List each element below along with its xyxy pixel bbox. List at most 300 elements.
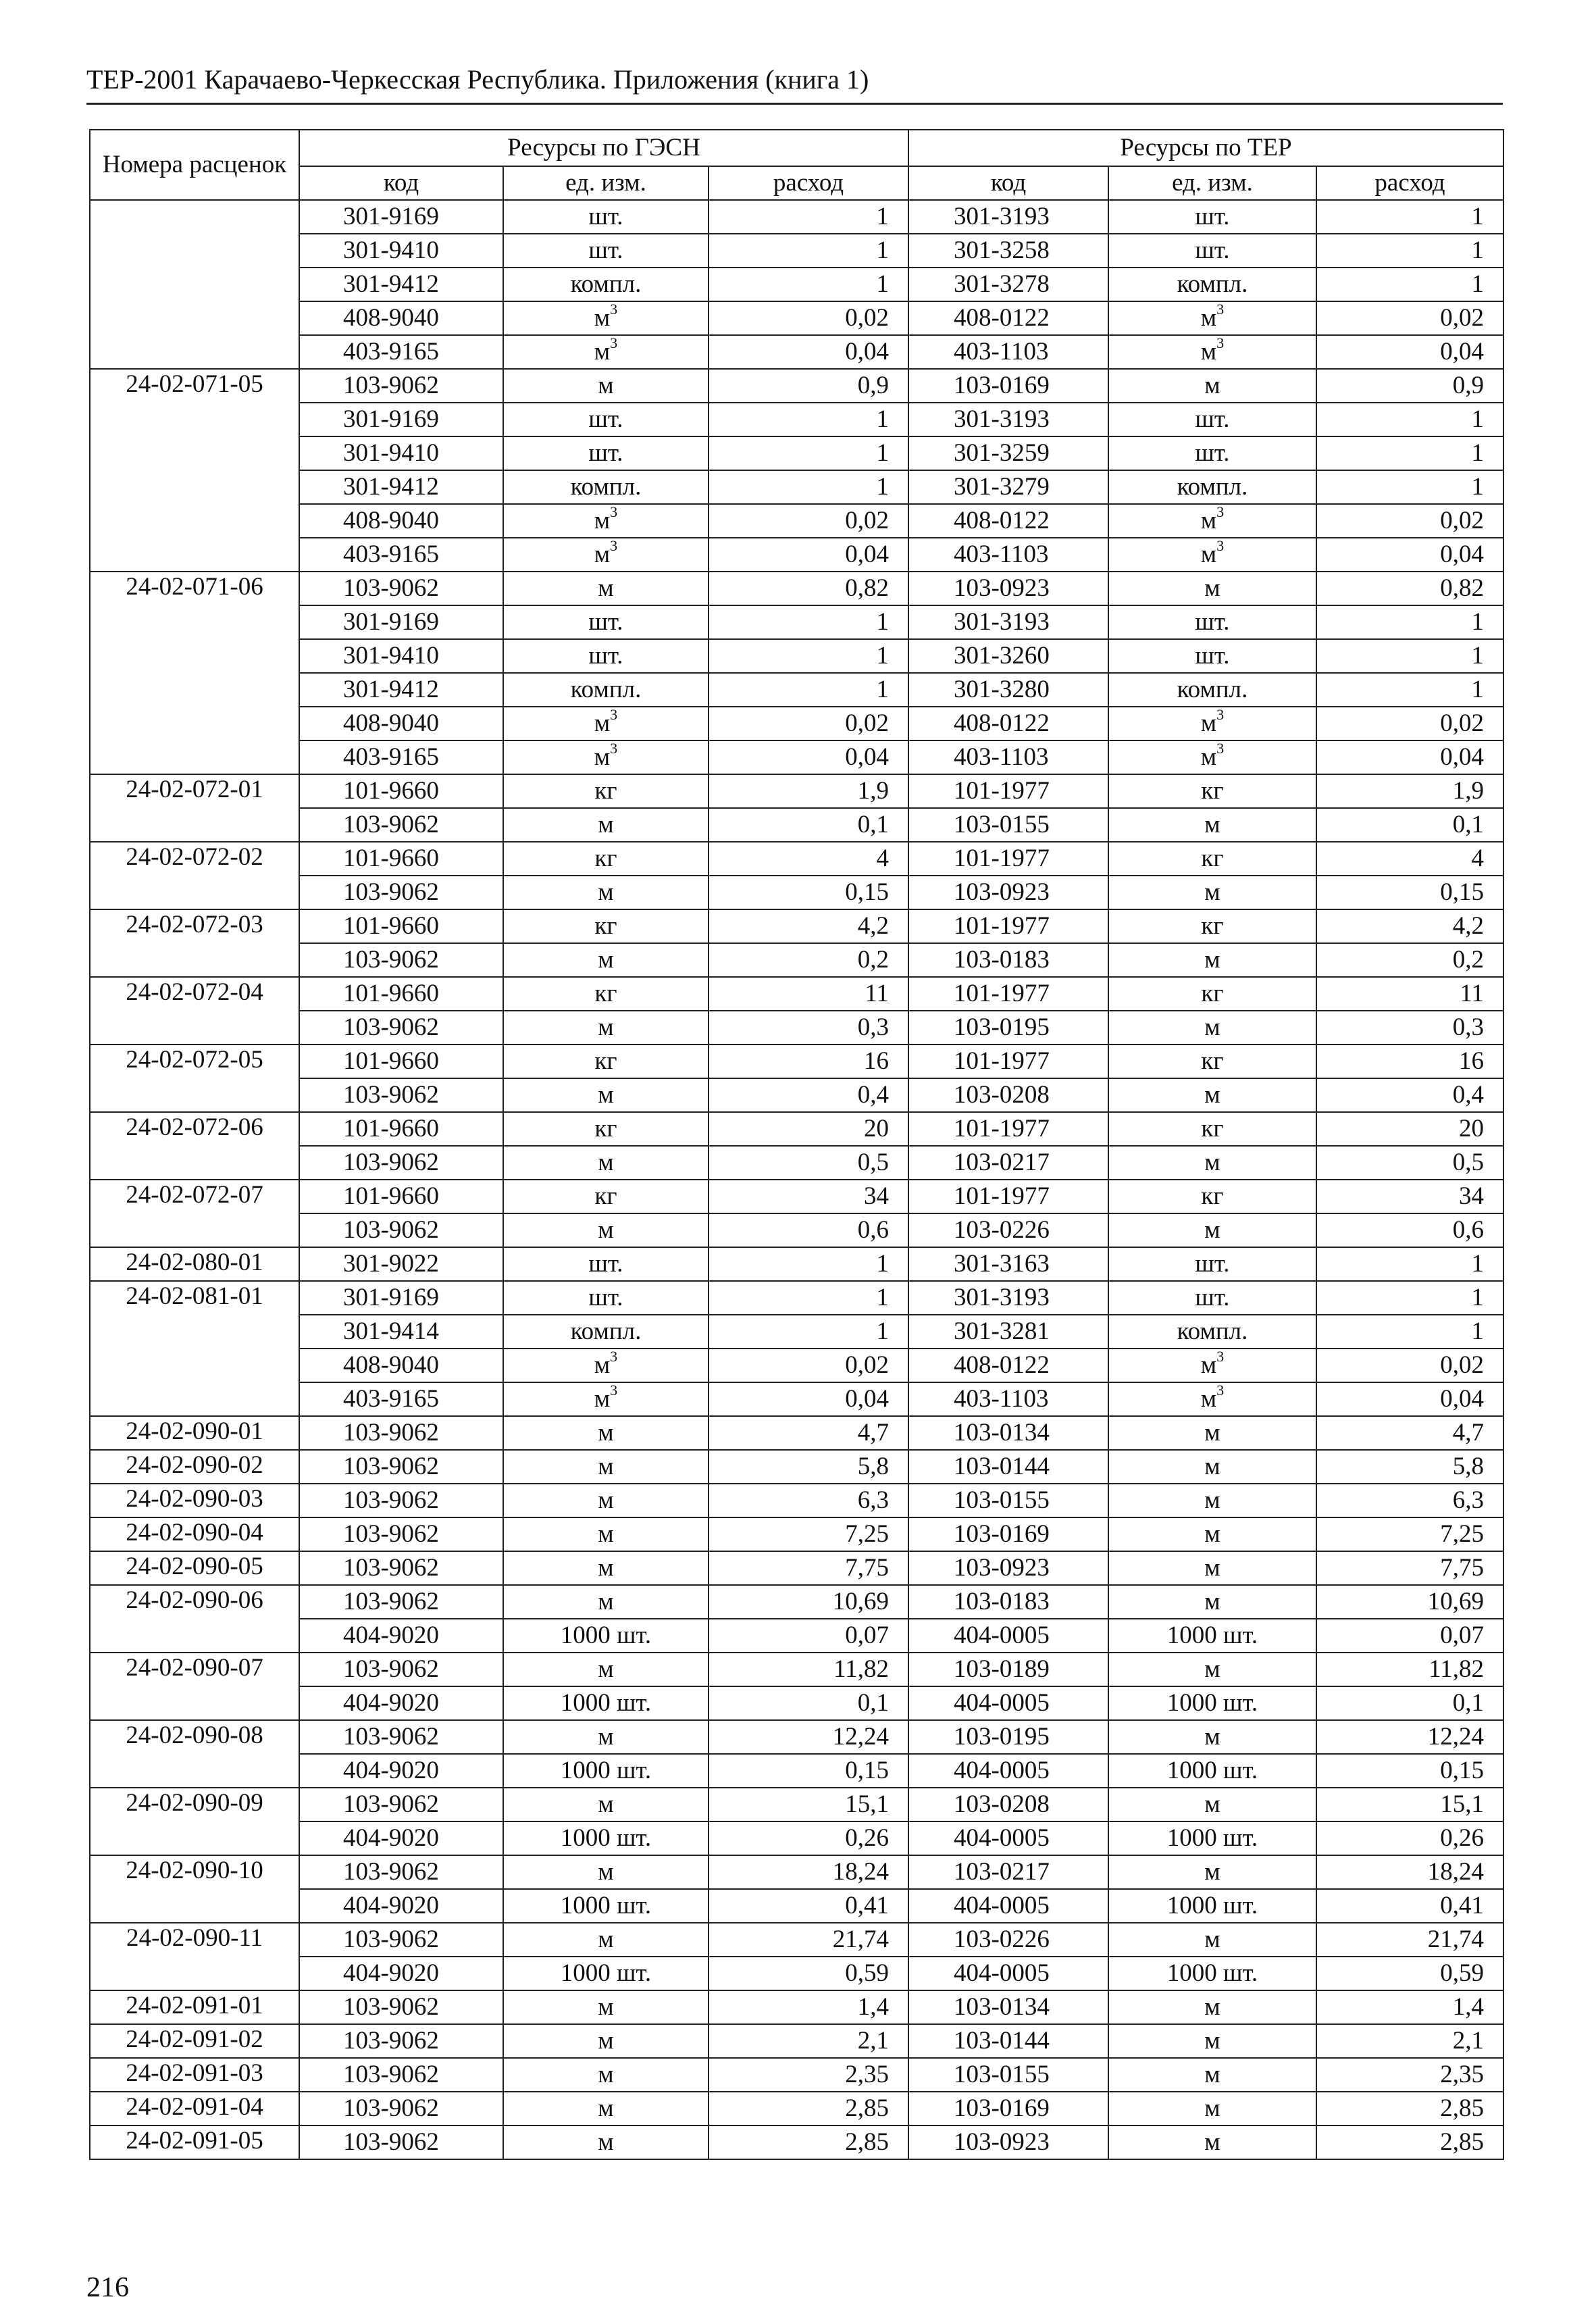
table-cell: 1 (709, 234, 908, 268)
rate-numbers-header-text: Номера расценок (102, 151, 287, 178)
table-cell: 403-9165 (299, 1382, 503, 1416)
table-cell: 103-0183 (908, 943, 1108, 977)
table-cell: 101-9660 (299, 977, 503, 1011)
table-cell: м (503, 369, 709, 403)
table-cell: 103-0195 (908, 1011, 1108, 1045)
table-cell: 301-9412 (299, 470, 503, 504)
table-cell: м (1108, 2024, 1316, 2058)
table-row (90, 1517, 1503, 1551)
table-cell: $м^3$ (1108, 740, 1316, 774)
table-cell: м (503, 2126, 709, 2159)
table-row (90, 1990, 1503, 2024)
table-cell: 301-3279 (908, 470, 1108, 504)
table-cell: 404-9020 (299, 1957, 503, 1990)
table-cell: шт. (503, 605, 709, 639)
table-cell: 1 (709, 268, 908, 301)
table-cell: 0,04 (1316, 1382, 1503, 1416)
table-cell: 0,07 (709, 1619, 908, 1653)
table-cell: 301-9410 (299, 639, 503, 673)
table-cell: 103-0155 (908, 2058, 1108, 2092)
rate-number-cell: 24-02-091-01 (90, 1990, 299, 2024)
table-cell: шт. (1108, 200, 1316, 234)
table-cell: шт. (1108, 436, 1316, 470)
table-cell: м (1108, 1855, 1316, 1889)
table-cell: 0,02 (1316, 301, 1503, 335)
table-cell: 0,1 (709, 1686, 908, 1720)
table-cell: м (1108, 1653, 1316, 1686)
table-cell: 1 (709, 673, 908, 707)
table-cell: 1 (1316, 403, 1503, 436)
table-cell: м (503, 1585, 709, 1619)
table-cell: 103-0155 (908, 1484, 1108, 1517)
table-cell: компл. (503, 673, 709, 707)
table-cell: 103-0189 (908, 1653, 1108, 1686)
table-row (90, 1011, 1503, 1045)
table-cell: м (503, 2024, 709, 2058)
table-cell: шт. (503, 200, 709, 234)
table-row (90, 301, 1503, 335)
table-cell: м (1108, 1484, 1316, 1517)
table-cell: 11 (709, 977, 908, 1011)
table-cell: 404-0005 (908, 1686, 1108, 1720)
gesn-group-header: Ресурсы по ГЭСН (299, 130, 908, 166)
table-cell: м (1108, 572, 1316, 605)
table-cell: 404-9020 (299, 1686, 503, 1720)
table-cell: 4,2 (1316, 909, 1503, 943)
table-cell: шт. (1108, 403, 1316, 436)
table-row (90, 2058, 1503, 2092)
table-cell: 103-0923 (908, 572, 1108, 605)
table-cell: 7,25 (1316, 1517, 1503, 1551)
table-cell: м (1108, 1551, 1316, 1585)
table-cell: 2,85 (709, 2126, 908, 2159)
table-cell: 0,9 (1316, 369, 1503, 403)
table-cell: 103-9062 (299, 2058, 503, 2092)
table-cell: кг (1108, 977, 1316, 1011)
table-cell: 408-0122 (908, 301, 1108, 335)
rate-number-cell: 24-02-071-06 (90, 572, 299, 774)
table-cell: 12,24 (709, 1720, 908, 1754)
rate-number-cell: 24-02-090-02 (90, 1450, 299, 1484)
rate-number-cell: 24-02-091-05 (90, 2126, 299, 2159)
rate-number-cell: 24-02-090-09 (90, 1788, 299, 1855)
table-cell: 2,35 (709, 2058, 908, 2092)
rate-number-cell: 24-02-072-04 (90, 977, 299, 1045)
table-cell: 103-9062 (299, 1517, 503, 1551)
table-cell: м (1108, 2092, 1316, 2126)
table-row (90, 436, 1503, 470)
table-cell: 301-9410 (299, 234, 503, 268)
table-cell: кг (503, 909, 709, 943)
table-cell: 403-1103 (908, 740, 1108, 774)
table-row (90, 470, 1503, 504)
table-cell: 103-0217 (908, 1146, 1108, 1180)
table-cell: 103-0226 (908, 1213, 1108, 1247)
table-cell: 1,4 (1316, 1990, 1503, 2024)
table-row (90, 808, 1503, 842)
table-cell: 101-9660 (299, 1045, 503, 1078)
table-cell: м (1108, 943, 1316, 977)
table-cell: 20 (709, 1112, 908, 1146)
table-row (90, 1754, 1503, 1788)
table-cell: 301-3193 (908, 605, 1108, 639)
table-cell: 404-9020 (299, 1821, 503, 1855)
table-row (90, 1619, 1503, 1653)
table-cell: 103-9062 (299, 1551, 503, 1585)
table-cell: 0,5 (709, 1146, 908, 1180)
rate-number-cell: 24-02-090-11 (90, 1923, 299, 1990)
table-cell: 103-9062 (299, 1788, 503, 1821)
table-cell: компл. (1108, 268, 1316, 301)
table-cell: 15,1 (1316, 1788, 1503, 1821)
table-cell: 2,85 (709, 2092, 908, 2126)
table-cell: 103-0208 (908, 1078, 1108, 1112)
table-row (90, 1045, 1503, 1078)
table-cell: 1000 шт. (1108, 1619, 1316, 1653)
table-cell: 103-9062 (299, 1653, 503, 1686)
table-cell: $м^3$ (1108, 707, 1316, 740)
table-cell: 103-0169 (908, 1517, 1108, 1551)
table-cell: м (1108, 1720, 1316, 1754)
table-cell: 101-9660 (299, 1112, 503, 1146)
table-cell: шт. (503, 234, 709, 268)
table-cell: м (503, 1146, 709, 1180)
table-cell: кг (1108, 909, 1316, 943)
table-row (90, 842, 1503, 876)
table-cell: 4,7 (1316, 1416, 1503, 1450)
table-row (90, 1551, 1503, 1585)
table-cell: 103-9062 (299, 572, 503, 605)
table-cell: 1 (1316, 234, 1503, 268)
table-cell: 0,26 (709, 1821, 908, 1855)
table-cell: 408-9040 (299, 1349, 503, 1382)
table-cell: 1000 шт. (1108, 1821, 1316, 1855)
table-cell: 404-9020 (299, 1619, 503, 1653)
table-cell: 0,6 (1316, 1213, 1503, 1247)
table-cell: 18,24 (1316, 1855, 1503, 1889)
table-cell: 20 (1316, 1112, 1503, 1146)
table-cell: м (1108, 1585, 1316, 1619)
table-cell: шт. (1108, 639, 1316, 673)
table-row (90, 943, 1503, 977)
table-cell: 403-1103 (908, 538, 1108, 572)
table-cell: 408-0122 (908, 707, 1108, 740)
table-cell: 1 (1316, 673, 1503, 707)
table-cell: кг (503, 977, 709, 1011)
table-cell: 101-9660 (299, 842, 503, 876)
rate-number-cell: 24-02-072-01 (90, 774, 299, 842)
rate-number-cell: 24-02-072-03 (90, 909, 299, 977)
table-cell: кг (503, 1112, 709, 1146)
table-body (90, 200, 1503, 2159)
table-cell: м (1108, 876, 1316, 909)
rate-number-cell: 24-02-091-03 (90, 2058, 299, 2092)
table-cell: 103-9062 (299, 369, 503, 403)
table-cell: 1 (709, 1281, 908, 1315)
table-row (90, 268, 1503, 301)
table-cell: 301-9414 (299, 1315, 503, 1349)
table-cell: м (1108, 1078, 1316, 1112)
table-cell: 0,02 (709, 301, 908, 335)
table-row (90, 707, 1503, 740)
table-cell: 1000 шт. (503, 1619, 709, 1653)
table-cell: шт. (503, 639, 709, 673)
table-row (90, 740, 1503, 774)
column-header: расход (709, 166, 908, 200)
table-cell: 103-9062 (299, 1078, 503, 1112)
table-cell: шт. (503, 1247, 709, 1281)
table-cell: компл. (1108, 1315, 1316, 1349)
table-cell: 16 (709, 1045, 908, 1078)
table-cell: 10,69 (709, 1585, 908, 1619)
table-cell: 101-1977 (908, 842, 1108, 876)
table-cell: 103-9062 (299, 1416, 503, 1450)
rate-number-cell: 24-02-081-01 (90, 1281, 299, 1416)
table-row (90, 572, 1503, 605)
table-cell: 0,15 (1316, 1754, 1503, 1788)
table-row (90, 369, 1503, 403)
table-cell: 301-3258 (908, 234, 1108, 268)
table-cell: $м^3$ (1108, 538, 1316, 572)
table-row (90, 605, 1503, 639)
table-cell: 103-0144 (908, 1450, 1108, 1484)
table-row (90, 1484, 1503, 1517)
table-cell: 103-9062 (299, 2024, 503, 2058)
table-row (90, 1585, 1503, 1619)
table-cell: 0,04 (709, 740, 908, 774)
table-cell: м (503, 2092, 709, 2126)
table-cell: м (503, 572, 709, 605)
table-cell: компл. (503, 1315, 709, 1349)
table-cell: шт. (503, 403, 709, 436)
table-row (90, 335, 1503, 369)
column-header: код (908, 166, 1108, 200)
table-row (90, 909, 1503, 943)
table-cell: 301-3278 (908, 268, 1108, 301)
table-cell: 103-9062 (299, 1855, 503, 1889)
table-cell: м (1108, 2058, 1316, 2092)
table-row (90, 1855, 1503, 1889)
table-cell: 0,4 (709, 1078, 908, 1112)
table-cell: 408-9040 (299, 707, 503, 740)
table-cell: 103-0217 (908, 1855, 1108, 1889)
table-cell: 301-3281 (908, 1315, 1108, 1349)
table-cell: 103-9062 (299, 1484, 503, 1517)
table-cell: 1,9 (1316, 774, 1503, 808)
page-header: ТЕР-2001 Карачаево-Черкесская Республика. Приложения (книга 1) (86, 64, 869, 95)
table-cell: 10,69 (1316, 1585, 1503, 1619)
table-cell: 1 (1316, 470, 1503, 504)
table-row (90, 504, 1503, 538)
rate-numbers-header (90, 130, 299, 200)
table-row (90, 1213, 1503, 1247)
table-cell: м (1108, 1146, 1316, 1180)
table-cell: 1000 шт. (503, 1957, 709, 1990)
table-cell: 103-9062 (299, 1923, 503, 1957)
table-cell: 101-9660 (299, 774, 503, 808)
table-row (90, 1686, 1503, 1720)
rate-number-cell: 24-02-090-06 (90, 1585, 299, 1653)
table-row (90, 1112, 1503, 1146)
table-cell: 0,2 (709, 943, 908, 977)
table-cell: м (503, 1011, 709, 1045)
table-cell: 301-9410 (299, 436, 503, 470)
table-cell: 1 (1316, 1281, 1503, 1315)
table-cell: 408-9040 (299, 504, 503, 538)
table-row (90, 538, 1503, 572)
table-cell: м (503, 1416, 709, 1450)
table-cell: $м^3$ (503, 1349, 709, 1382)
table-cell: 103-0169 (908, 2092, 1108, 2126)
table-cell: 404-9020 (299, 1754, 503, 1788)
table-cell: 301-9412 (299, 268, 503, 301)
table-cell: 0,15 (709, 876, 908, 909)
table-cell: м (503, 808, 709, 842)
table-cell: 1000 шт. (1108, 1957, 1316, 1990)
table-cell: м (1108, 1416, 1316, 1450)
rate-number-cell: 24-02-090-01 (90, 1416, 299, 1450)
table-cell: 0,82 (709, 572, 908, 605)
table-cell: м (1108, 1788, 1316, 1821)
table-cell: 0,41 (709, 1889, 908, 1923)
table-cell: компл. (503, 470, 709, 504)
table-cell: 1 (1316, 605, 1503, 639)
table-cell: 403-9165 (299, 740, 503, 774)
table-row (90, 1788, 1503, 1821)
table-cell: 1 (709, 436, 908, 470)
table-cell: 1000 шт. (503, 1821, 709, 1855)
table-row (90, 1349, 1503, 1382)
table-cell: 0,15 (1316, 876, 1503, 909)
table-cell: 103-0134 (908, 1990, 1108, 2024)
column-header: ед. изм. (503, 166, 709, 200)
table-cell: шт. (1108, 1281, 1316, 1315)
table-cell: 101-1977 (908, 977, 1108, 1011)
rate-number-cell: 24-02-072-05 (90, 1045, 299, 1112)
table-cell: 404-0005 (908, 1821, 1108, 1855)
table-cell: 301-9169 (299, 605, 503, 639)
table-cell: 1,9 (709, 774, 908, 808)
table-cell: 101-9660 (299, 1180, 503, 1213)
table-cell: 103-9062 (299, 1990, 503, 2024)
table-cell: 1000 шт. (1108, 1754, 1316, 1788)
table-cell: 103-9062 (299, 1450, 503, 1484)
table-cell: 1 (1316, 200, 1503, 234)
table-cell: м (503, 2058, 709, 2092)
table-cell: 1 (709, 1247, 908, 1281)
table-cell: м (1108, 1011, 1316, 1045)
table-cell: 2,85 (1316, 2092, 1503, 2126)
table-cell: 6,3 (1316, 1484, 1503, 1517)
table-cell: 2,35 (1316, 2058, 1503, 2092)
table-cell: 1000 шт. (503, 1686, 709, 1720)
table-cell: 0,41 (1316, 1889, 1503, 1923)
table-cell: 103-9062 (299, 2092, 503, 2126)
table-cell: $м^3$ (1108, 504, 1316, 538)
table-cell: 1 (1316, 639, 1503, 673)
rate-number-cell: 24-02-090-10 (90, 1855, 299, 1923)
table-cell: кг (1108, 774, 1316, 808)
table-cell: 1 (1316, 268, 1503, 301)
table-cell: 18,24 (709, 1855, 908, 1889)
table-cell: 21,74 (709, 1923, 908, 1957)
table-cell: 4 (1316, 842, 1503, 876)
page-number: 216 (86, 2272, 129, 2303)
table-cell: 101-1977 (908, 1180, 1108, 1213)
table-cell: 301-3280 (908, 673, 1108, 707)
table-cell: 1 (709, 605, 908, 639)
table-cell: м (1108, 1517, 1316, 1551)
table-cell: 0,6 (709, 1213, 908, 1247)
table-cell: 0,59 (1316, 1957, 1503, 1990)
table-cell: 1,4 (709, 1990, 908, 2024)
table-cell: 101-1977 (908, 909, 1108, 943)
table-cell: м (503, 1990, 709, 2024)
table-cell: 1 (709, 470, 908, 504)
table-row (90, 1146, 1503, 1180)
table-cell: $м^3$ (1108, 335, 1316, 369)
table-cell: 0,82 (1316, 572, 1503, 605)
table-cell: 1 (709, 1315, 908, 1349)
table-cell: 4,7 (709, 1416, 908, 1450)
table-cell: 0,07 (1316, 1619, 1503, 1653)
table-cell: 103-0923 (908, 2126, 1108, 2159)
table-row (90, 1889, 1503, 1923)
table-cell: м (1108, 1213, 1316, 1247)
table-cell: 0,04 (709, 335, 908, 369)
table-cell: 403-9165 (299, 538, 503, 572)
table-cell: 7,75 (709, 1551, 908, 1585)
table-cell: м (503, 1788, 709, 1821)
table-row (90, 977, 1503, 1011)
table-cell: м (1108, 2126, 1316, 2159)
table-cell: 103-0169 (908, 369, 1108, 403)
table-cell: 1000 шт. (503, 1754, 709, 1788)
rate-number-cell: 24-02-072-02 (90, 842, 299, 909)
table-cell: 0,04 (1316, 740, 1503, 774)
table-cell: 103-0923 (908, 876, 1108, 909)
table-cell: компл. (1108, 470, 1316, 504)
header-rule (86, 103, 1503, 105)
table-cell: м (503, 1517, 709, 1551)
table-cell: 301-9022 (299, 1247, 503, 1281)
table-row (90, 1957, 1503, 1990)
table-cell: 101-1977 (908, 1112, 1108, 1146)
table-cell: м (503, 943, 709, 977)
table-cell: 16 (1316, 1045, 1503, 1078)
table-cell: 408-0122 (908, 1349, 1108, 1382)
table-cell: 404-0005 (908, 1619, 1108, 1653)
table-cell: компл. (503, 268, 709, 301)
table-cell: 103-9062 (299, 943, 503, 977)
table-cell: 103-0134 (908, 1416, 1108, 1450)
table-cell: 1 (1316, 436, 1503, 470)
rate-number-cell: 24-02-090-04 (90, 1517, 299, 1551)
table-cell: 103-0923 (908, 1551, 1108, 1585)
table-cell: $м^3$ (503, 538, 709, 572)
table-cell: м (503, 1923, 709, 1957)
table-cell: кг (503, 842, 709, 876)
table-cell: 301-9169 (299, 403, 503, 436)
table-row (90, 1180, 1503, 1213)
column-header: код (299, 166, 503, 200)
table-cell: 0,2 (1316, 943, 1503, 977)
table-cell: 0,59 (709, 1957, 908, 1990)
table-cell: 301-3260 (908, 639, 1108, 673)
table-cell: 404-9020 (299, 1889, 503, 1923)
table-cell: 0,02 (1316, 1349, 1503, 1382)
table-row (90, 234, 1503, 268)
